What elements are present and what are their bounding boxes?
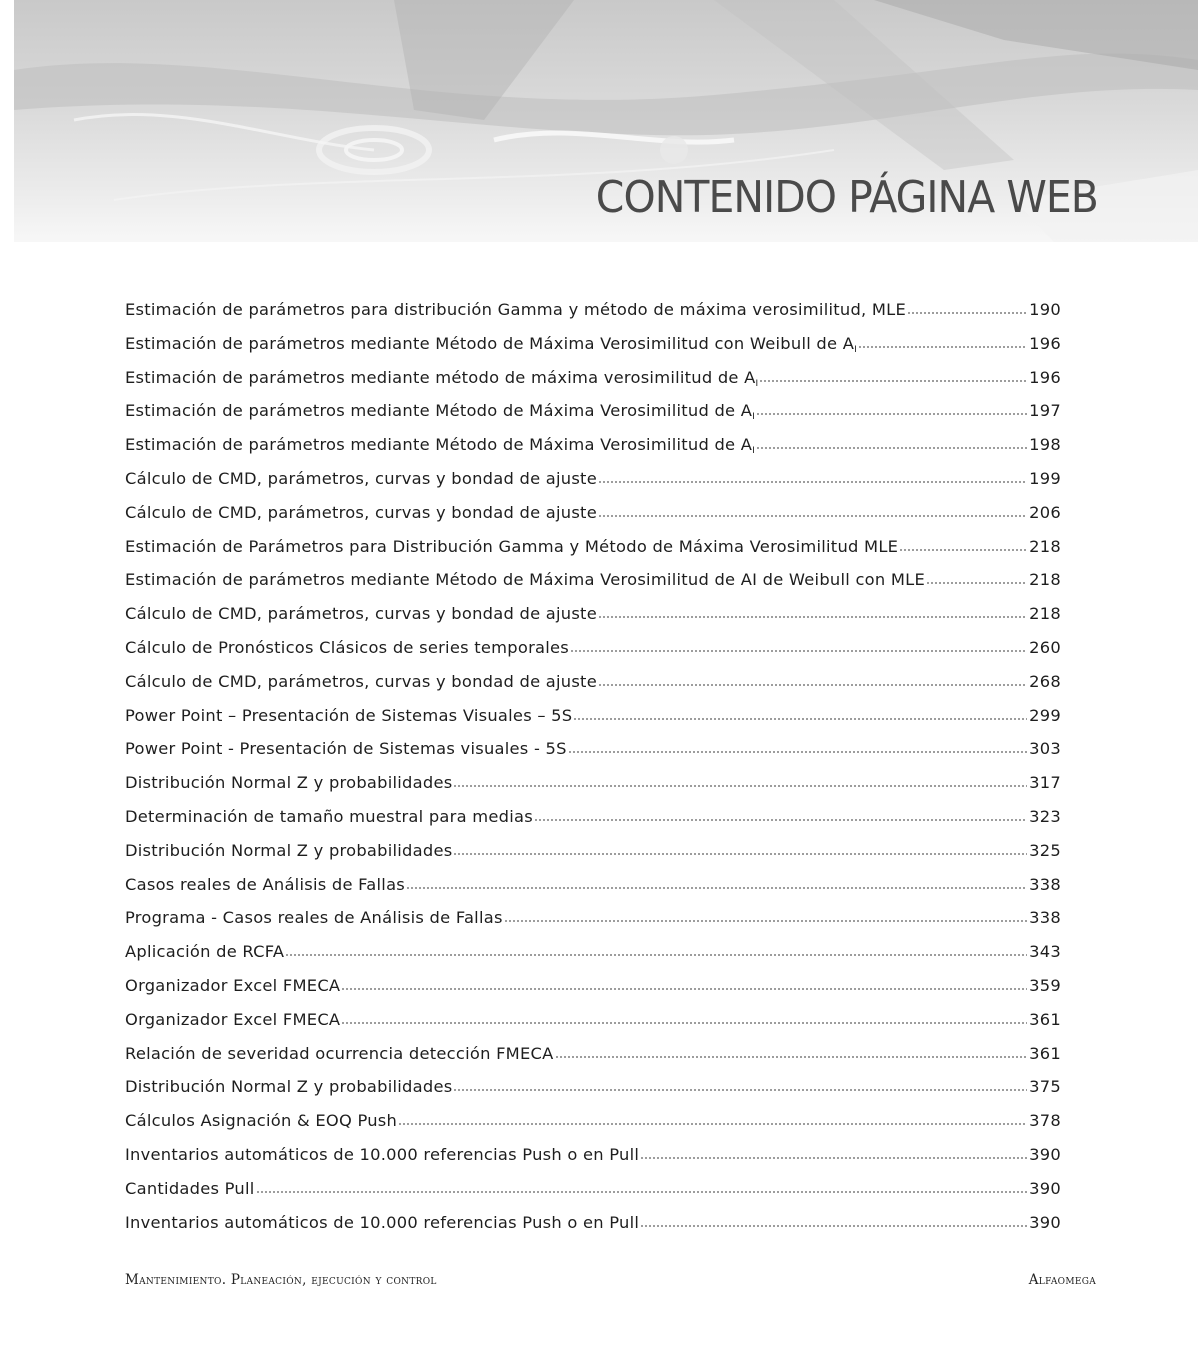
toc-entry xyxy=(125,766,1061,800)
dot-leader xyxy=(640,1156,1027,1160)
toc-entry-text: Relación de severidad ocurrencia detección FMECA xyxy=(125,1043,554,1063)
toc-page-number: 199 xyxy=(1029,468,1061,488)
toc-entry xyxy=(125,732,1061,766)
toc-page-number: 218 xyxy=(1029,604,1061,624)
dot-leader xyxy=(406,886,1027,890)
toc-entry-text: Power Point – Presentación de Sistemas Visuales – 5S xyxy=(125,705,573,725)
toc-entry-text: Distribución Normal Z y probabilidades xyxy=(125,840,453,860)
toc-entry-text: Estimación de parámetros mediante Método de Máxima Verosimilitud de AI de Weibull con MLE xyxy=(125,570,926,590)
dot-leader xyxy=(598,480,1027,484)
toc-entry-subscript: I xyxy=(752,446,755,457)
toc-entry-subscript: I xyxy=(752,412,755,423)
toc-page-number: 317 xyxy=(1029,773,1061,793)
toc-entry xyxy=(125,800,1061,834)
toc-page-number: 260 xyxy=(1029,637,1061,657)
toc-page-number: 190 xyxy=(1029,300,1061,319)
dot-leader xyxy=(256,1190,1028,1194)
toc-page-number: 390 xyxy=(1029,1144,1061,1164)
toc-entry xyxy=(125,935,1061,969)
toc-page-number: 323 xyxy=(1029,806,1061,826)
dot-leader xyxy=(756,412,1027,416)
toc-entry-title xyxy=(125,1206,639,1247)
toc-entry xyxy=(125,1206,1061,1240)
dot-leader xyxy=(341,1021,1027,1025)
toc-entry-text: Estimación de Parámetros para Distribución Gamma y Método de Máxima Verosimilitud MLE xyxy=(125,536,899,556)
dot-leader xyxy=(759,379,1027,383)
toc-entry-text: Inventarios automáticos de 10.000 referencias Push o en Pull xyxy=(125,1212,640,1232)
toc-entry xyxy=(125,462,1061,496)
toc-entry-text: Programa - Casos reales de Análisis de Fallas xyxy=(125,908,503,928)
toc-entry xyxy=(125,563,1061,597)
toc-page-number: 299 xyxy=(1029,705,1061,725)
dot-leader xyxy=(640,1224,1027,1228)
toc-page-number: 390 xyxy=(1029,1212,1061,1232)
dot-leader xyxy=(341,987,1027,991)
toc-entry xyxy=(125,496,1061,530)
dot-leader xyxy=(899,548,1027,552)
toc-entry-subscript: I xyxy=(755,378,759,389)
toc-page-number: 206 xyxy=(1029,502,1061,522)
dot-leader xyxy=(453,1088,1027,1092)
toc-page-number: 361 xyxy=(1029,1009,1061,1029)
toc-entry-text: Estimación de parámetros para distribución Gamma y método de máxima verosimilitud, MLE xyxy=(125,300,907,319)
toc-entry-text: Estimación de parámetros mediante Método de Máxima Verosimilitud con Weibull de A xyxy=(125,333,855,353)
toc-entry-text: Estimación de parámetros mediante método de máxima verosimilitud de A xyxy=(125,367,756,387)
toc-entry xyxy=(125,361,1061,395)
toc-entry-text: Casos reales de Análisis de Fallas xyxy=(125,874,406,894)
dot-leader xyxy=(534,818,1027,822)
dot-leader xyxy=(858,345,1027,349)
dot-leader xyxy=(398,1122,1027,1126)
toc-entry-text: Cálculo de CMD, parámetros, curvas y bondad de ajuste xyxy=(125,468,597,488)
toc-entry xyxy=(125,1003,1061,1037)
toc-entry xyxy=(125,394,1061,428)
toc-page-number: 198 xyxy=(1029,435,1061,455)
dot-leader xyxy=(598,514,1027,518)
toc-entry xyxy=(125,1138,1061,1172)
toc-entry xyxy=(125,293,1061,327)
toc-entry-text: Cálculo de CMD, parámetros, curvas y bondad de ajuste xyxy=(125,671,597,691)
toc-page-number: 325 xyxy=(1029,840,1061,860)
toc-entry-text: Estimación de parámetros mediante Método de Máxima Verosimilitud de A xyxy=(125,401,753,421)
toc-page-number: 338 xyxy=(1029,908,1061,928)
footer-book-title: Mantenimiento. Planeación, ejecución y control xyxy=(125,1272,437,1288)
toc-entry xyxy=(125,834,1061,868)
toc-entry-text: Distribución Normal Z y probabilidades xyxy=(125,773,453,793)
toc-entry-text: Inventarios automáticos de 10.000 referencias Push o en Pull xyxy=(125,1144,640,1164)
toc-page-number: 390 xyxy=(1029,1178,1061,1198)
dot-leader xyxy=(453,784,1027,788)
toc-page-number: 361 xyxy=(1029,1043,1061,1063)
toc-entry-text: Organizador Excel FMECA xyxy=(125,1009,341,1029)
toc-entry-text: Distribución Normal Z y probabilidades xyxy=(125,1077,453,1097)
footer-publisher: Alfaomega xyxy=(1028,1272,1096,1288)
toc-entry xyxy=(125,868,1061,902)
toc-entry-text: Organizador Excel FMECA xyxy=(125,975,341,995)
toc-page-number: 375 xyxy=(1029,1077,1061,1097)
toc-entry-text: Cálculos Asignación & EOQ Push xyxy=(125,1111,398,1131)
dot-leader xyxy=(568,750,1027,754)
dot-leader xyxy=(907,311,1027,315)
toc-entry xyxy=(125,530,1061,564)
toc-entry xyxy=(125,1037,1061,1071)
toc-entry xyxy=(125,428,1061,462)
toc-page-number: 268 xyxy=(1029,671,1061,691)
toc-entry-text: Power Point - Presentación de Sistemas visuales - 5S xyxy=(125,739,567,759)
dot-leader xyxy=(570,649,1027,653)
page-title: CONTENIDO PÁGINA WEB xyxy=(595,172,1098,223)
dot-leader xyxy=(598,615,1027,619)
dot-leader xyxy=(926,581,1027,585)
toc-entry-text: Cálculo de Pronósticos Clásicos de series temporales xyxy=(125,637,570,657)
toc-entry xyxy=(125,901,1061,935)
toc-entry xyxy=(125,1104,1061,1138)
toc-page-number: 338 xyxy=(1029,874,1061,894)
dot-leader xyxy=(598,683,1027,687)
dot-leader xyxy=(285,953,1027,957)
toc-page-number: 218 xyxy=(1029,536,1061,556)
dot-leader xyxy=(573,717,1027,721)
dot-leader xyxy=(453,852,1027,856)
dot-leader xyxy=(504,919,1027,923)
toc-page-number: 197 xyxy=(1029,401,1061,421)
toc-entry-text: Cálculo de CMD, parámetros, curvas y bondad de ajuste xyxy=(125,502,597,522)
toc-entry-text: Cantidades Pull xyxy=(125,1178,255,1198)
dot-leader xyxy=(756,446,1027,450)
table-of-contents xyxy=(125,293,1061,1239)
toc-entry-text: Cálculo de CMD, parámetros, curvas y bondad de ajuste xyxy=(125,604,597,624)
toc-page-number: 343 xyxy=(1029,942,1061,962)
toc-entry-text: Estimación de parámetros mediante Método de Máxima Verosimilitud de A xyxy=(125,435,753,455)
toc-entry-subscript: I xyxy=(854,344,857,355)
header-banner xyxy=(14,0,1198,242)
dot-leader xyxy=(555,1055,1028,1059)
toc-entry xyxy=(125,665,1061,699)
toc-page-number: 196 xyxy=(1029,333,1061,353)
toc-entry xyxy=(125,1070,1061,1104)
toc-page-number: 378 xyxy=(1029,1111,1061,1131)
toc-entry xyxy=(125,969,1061,1003)
toc-page-number: 303 xyxy=(1029,739,1061,759)
toc-entry-text: Aplicación de RCFA xyxy=(125,942,285,962)
toc-page-number: 218 xyxy=(1029,570,1061,590)
toc-page-number: 359 xyxy=(1029,975,1061,995)
toc-page-number: 196 xyxy=(1029,367,1061,387)
toc-entry xyxy=(125,327,1061,361)
toc-entry-text: Determinación de tamaño muestral para medias xyxy=(125,806,533,826)
